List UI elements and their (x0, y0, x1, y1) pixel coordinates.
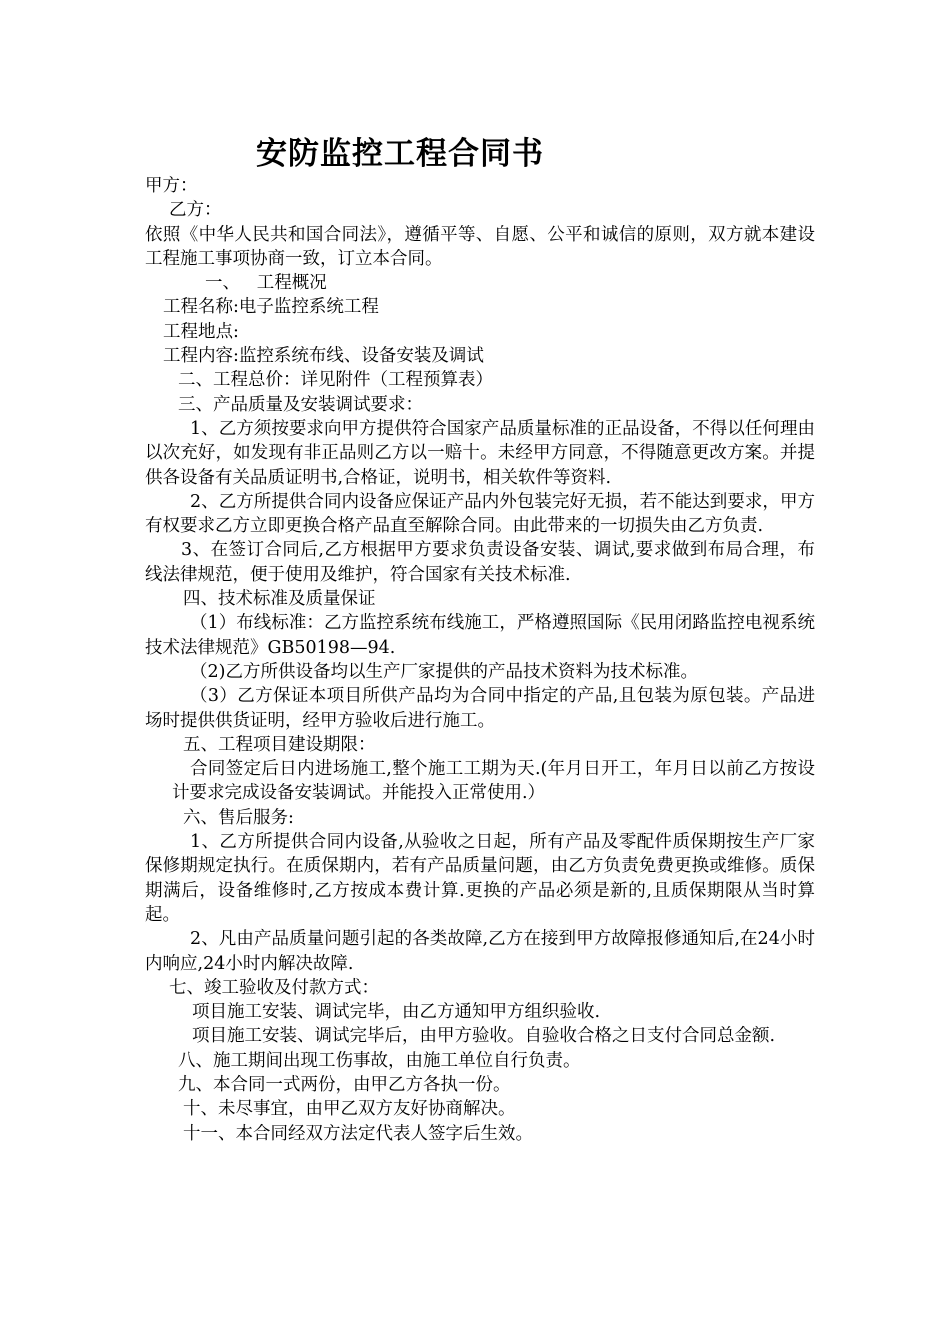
intro-paragraph: 依照《中华人民共和国合同法》，遵循平等、自愿、公平和诚信的原则，双方就本建设工程施工事项协商一致，订立本合同。 (145, 224, 815, 269)
section-11: 十一、本合同经双方法定代表人签字后生效。 (183, 1123, 533, 1144)
section-7-item-2: 项目施工安装、调试完毕后，由甲方验收。自验收合格之日支付合同总金额. (192, 1026, 776, 1047)
section-4-heading: 四、技术标准及质量保证 (183, 589, 376, 610)
section-3-item-2: 2、乙方所提供合同内设备应保证产品内外包装完好无损，若不能达到要求，甲方有权要求乙方立即更换合格产品直至解除合同。由此带来的一切损失由乙方负责. (145, 491, 815, 537)
project-name: 工程名称:电子监控系统工程 (163, 297, 379, 318)
section-1-heading: 一、 工程概况 (205, 273, 327, 294)
contract-body (145, 174, 815, 1146)
section-7-heading: 七、竣工验收及付款方式： (169, 977, 379, 998)
project-content: 工程内容:监控系统布线、设备安装及调试 (163, 346, 484, 367)
section-3-heading: 三、产品质量及安装调试要求： (178, 394, 423, 415)
section-6-item-1: 1、乙方所提供合同内设备,从验收之日起，所有产品及零配件质保期按生产厂家保修期规定执行。在质保期内，若有产品质量问题，由乙方负责免费更换或维修。质保期满后，设备维修时,乙方按成本费计算.更换的产品必须是新的,且质保期限从当时算起。 (145, 832, 815, 925)
section-9: 九、本合同一式两份，由甲乙方各执一份。 (178, 1074, 511, 1095)
section-2-total-price: 二、工程总价：详见附件（工程预算表） (178, 370, 493, 391)
section-6-heading: 六、售后服务: (183, 807, 294, 828)
section-3-item-3: 3、在签订合同后,乙方根据甲方要求负责设备安装、调试,要求做到布局合理，布线法律规范，便于使用及维护，符合国家有关技术标准. (145, 540, 815, 585)
section-4-item-2: （2)乙方所供设备均以生产厂家提供的产品技术资料为技术标准。 (190, 661, 698, 682)
section-4-item-3: （3）乙方保证本项目所供产品均为合同中指定的产品,且包装为原包装。产品进场时提供供货证明，经甲方验收后进行施工。 (145, 686, 815, 731)
section-5-text: 合同签定后日内进场施工,整个施工工期为天.(年月日开工，年月日以前乙方按设计要求完成设备安装调试。并能投入正常使用.） (172, 759, 815, 804)
section-10: 十、未尽事宜，由甲乙双方友好协商解决。 (183, 1099, 516, 1120)
party-b-line: 乙方： (169, 200, 222, 221)
project-location: 工程地点: (163, 321, 239, 342)
party-a-line: 甲方： (145, 176, 198, 196)
section-5-heading: 五、工程项目建设期限： (183, 734, 376, 755)
section-4-item-1: （1）布线标准：乙方监控系统布线施工，严格遵照国际《民用闭路监控电视系统技术法律规范》GB50198—94. (145, 613, 815, 658)
document-title: 安防监控工程合同书 (256, 136, 544, 172)
section-6-item-2: 2、凡由产品质量问题引起的各类故障,乙方在接到甲方故障报修通知后,在24小时内响应,24小时内解决故障. (145, 929, 815, 974)
section-3-item-1: 1、乙方须按要求向甲方提供符合国家产品质量标准的正品设备，不得以任何理由以次充好，如发现有非正品则乙方以一赔十。未经甲方同意，不得随意更改方案。并提供各设备有关品质证明书,合格证，说明书，相关软件等资料. (145, 418, 815, 488)
section-8: 八、施工期间出现工伤事故，由施工单位自行负责。 (178, 1050, 581, 1071)
section-7-item-1: 项目施工安装、调试完毕，由乙方通知甲方组织验收. (192, 1002, 601, 1023)
